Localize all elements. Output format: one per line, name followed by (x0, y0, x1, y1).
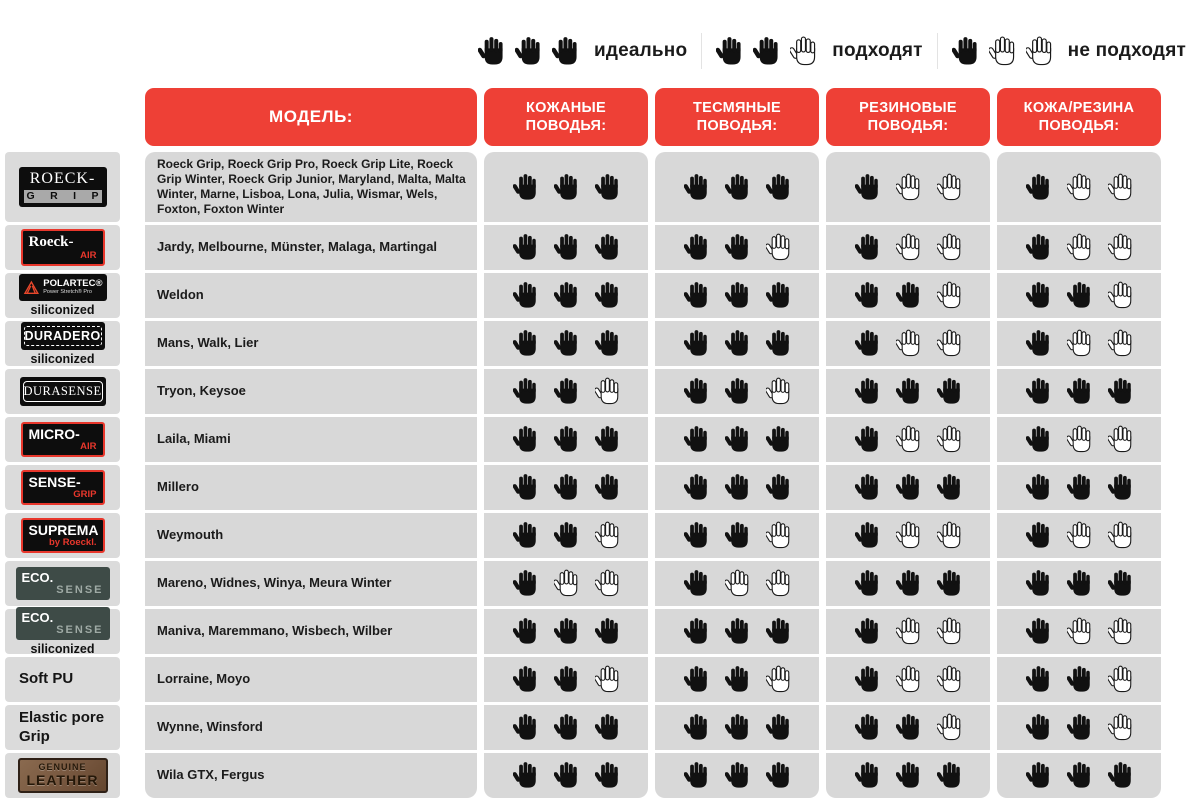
hand-icon-filled (513, 473, 538, 502)
hand-icon-filled (855, 713, 880, 742)
hand-icon-filled (515, 36, 542, 67)
column-header-line: ПОВОДЬЯ: (696, 118, 778, 134)
hand-icon-filled (855, 761, 880, 790)
hand-icon-filled (595, 473, 620, 502)
rating-rows (826, 152, 990, 798)
model-list-cell: Millero (145, 465, 477, 510)
hand-icon-filled (513, 329, 538, 358)
brand-logo-suprema: SUPREMA by Roeckl. (21, 518, 105, 554)
hand-icon-outline (725, 569, 750, 598)
hand-icon-outline (896, 521, 921, 550)
brand-logo-polartec: POLARTEC® Power Stretch® Pro (19, 274, 107, 301)
hand-icon-filled (595, 761, 620, 790)
hand-icon-filled (855, 569, 880, 598)
column-header-leather-reins (484, 88, 648, 146)
brand-cell (5, 369, 120, 414)
hand-icon-outline (896, 233, 921, 262)
hand-icon-filled (554, 617, 579, 646)
hand-icon-filled (725, 761, 750, 790)
hand-icon-outline (1067, 617, 1092, 646)
hand-icon-filled (513, 521, 538, 550)
hand-icon-outline (1067, 521, 1092, 550)
brand-cell (5, 657, 120, 702)
rating-cell (826, 417, 990, 462)
model-list-cell: Tryon, Keysoe (145, 369, 477, 414)
hand-icon-filled (725, 473, 750, 502)
brand-logo-eco-sense: ECO. SENSE (16, 607, 110, 641)
hand-icon-filled (513, 761, 538, 790)
hand-icon-filled (725, 617, 750, 646)
rating-cell (826, 705, 990, 750)
hand-icon-filled (855, 173, 880, 202)
rating-cell (655, 753, 819, 798)
legend-label-not-suitable: не подходят (1067, 40, 1186, 61)
hand-icon-filled (725, 665, 750, 694)
brand-column (5, 152, 120, 798)
hand-icon-filled (554, 329, 579, 358)
rating-cell (997, 705, 1161, 750)
hand-icon-filled (513, 425, 538, 454)
hand-icon-filled (766, 173, 791, 202)
material-caption: siliconized (30, 351, 95, 366)
hand-icon-filled (725, 173, 750, 202)
hand-icon-filled (725, 233, 750, 262)
rating-cell (997, 513, 1161, 558)
hand-icon-filled (725, 521, 750, 550)
hand-icon-filled (1026, 329, 1051, 358)
hand-icon-filled (684, 473, 709, 502)
rating-cell (484, 753, 648, 798)
rating-cell (655, 465, 819, 510)
rating-cell (484, 465, 648, 510)
brand-cell (5, 609, 120, 657)
hand-icon-outline (1108, 713, 1133, 742)
hand-icon-outline (937, 281, 962, 310)
hand-icon-outline (595, 569, 620, 598)
hand-icon-filled (725, 329, 750, 358)
model-list-cell: Mareno, Widnes, Winya, Meura Winter (145, 561, 477, 606)
model-list-cell: Laila, Miami (145, 417, 477, 462)
hand-icon-filled (1026, 761, 1051, 790)
hand-icon-filled (513, 281, 538, 310)
hand-icon-outline (1108, 521, 1133, 550)
hand-icon-filled (595, 617, 620, 646)
column-header-webbing-reins (655, 88, 819, 146)
hand-icon-filled (766, 281, 791, 310)
rating-cell (997, 657, 1161, 702)
hand-icon-filled (716, 36, 743, 67)
rating-cell (484, 609, 648, 654)
rating-cell (484, 152, 648, 222)
rating-cell (484, 273, 648, 318)
hand-icon-outline (1067, 425, 1092, 454)
rating-cell (997, 417, 1161, 462)
rating-cell (997, 273, 1161, 318)
hand-icon-filled (725, 281, 750, 310)
hand-icon-filled (766, 329, 791, 358)
rating-cell (655, 321, 819, 366)
hand-icon-filled (684, 713, 709, 742)
brand-logo-eco-sense: ECO. SENSE (16, 567, 110, 601)
brand-cell (5, 753, 120, 798)
rating-cell (655, 273, 819, 318)
hand-icon-filled (1026, 173, 1051, 202)
hand-icon-filled (684, 617, 709, 646)
hand-icon-filled (753, 36, 780, 67)
hand-icon-filled (595, 173, 620, 202)
model-column (145, 88, 477, 798)
legend (478, 26, 1186, 76)
column-webbing-reins (655, 88, 819, 798)
hand-icon-filled (937, 761, 962, 790)
hand-icon-filled (855, 473, 880, 502)
hand-icon-filled (855, 617, 880, 646)
hand-icon-outline (790, 36, 817, 67)
hand-icon-filled (513, 569, 538, 598)
hand-icon-outline (896, 425, 921, 454)
hand-icon-outline (989, 36, 1016, 67)
rating-rows (484, 152, 648, 798)
hand-icon-filled (1026, 665, 1051, 694)
brand-cell (5, 465, 120, 510)
rating-cell (484, 561, 648, 606)
brand-logo-durasense: DURASENSE (20, 377, 106, 406)
hand-icon-filled (725, 713, 750, 742)
column-header-line: РЕЗИНОВЫЕ (859, 99, 957, 116)
hand-icon-outline (1026, 36, 1053, 67)
hand-icon-filled (513, 665, 538, 694)
model-list-cell: Wynne, Winsford (145, 705, 477, 750)
rating-cell (826, 513, 990, 558)
hand-icon-outline (1108, 173, 1133, 202)
hand-icon-filled (855, 233, 880, 262)
hand-icon-filled (684, 173, 709, 202)
hand-icon-filled (855, 281, 880, 310)
polartec-triangle-icon (23, 277, 40, 298)
hand-icon-outline (1108, 617, 1133, 646)
hand-icon-filled (1026, 521, 1051, 550)
rating-cell (997, 465, 1161, 510)
hand-icon-filled (552, 36, 579, 67)
hand-icon-outline (896, 329, 921, 358)
hand-icon-filled (554, 173, 579, 202)
brand-logo-roeck-grip: ROECK- G R I P (19, 167, 107, 207)
rating-cell (826, 753, 990, 798)
hand-icon-filled (725, 425, 750, 454)
brand-logo-micro-air: MICRO- AIR (21, 422, 105, 458)
hand-icon-filled (684, 233, 709, 262)
hand-icon-filled (684, 281, 709, 310)
hand-icon-filled (766, 473, 791, 502)
hand-icon-filled (684, 569, 709, 598)
column-header-line: КОЖАНЫЕ (526, 99, 606, 116)
hand-icon-filled (554, 521, 579, 550)
rating-cell (997, 152, 1161, 222)
hand-icon-filled (1026, 233, 1051, 262)
hand-icon-outline (1067, 233, 1092, 262)
legend-hands-not-suitable (952, 36, 1053, 67)
hand-icon-filled (1026, 617, 1051, 646)
hand-icon-filled (896, 713, 921, 742)
brand-cell (5, 561, 120, 606)
model-list-cell: Wila GTX, Fergus (145, 753, 477, 798)
hand-icon-filled (1067, 665, 1092, 694)
hand-icon-filled (595, 281, 620, 310)
hand-icon-filled (1067, 281, 1092, 310)
material-label: Elastic pore Grip (19, 708, 105, 745)
model-list-cell: Roeck Grip, Roeck Grip Pro, Roeck Grip Lite, Roeck Grip Winter, Roeck Grip Junior, Maryland, Malta, Malta Winter, Marne, Lisboa, Lona, Julia, Wismar, Wels, Foxton, Foxton Winter (145, 152, 477, 222)
hand-icon-outline (1108, 233, 1133, 262)
hand-icon-outline (554, 569, 579, 598)
material-caption: siliconized (30, 642, 95, 657)
hand-icon-filled (937, 569, 962, 598)
legend-group-ideal (478, 36, 687, 67)
hand-icon-filled (595, 713, 620, 742)
brand-cell (5, 513, 120, 558)
rating-cell (997, 369, 1161, 414)
rating-cell (655, 225, 819, 270)
brand-cell (5, 273, 120, 318)
hand-icon-filled (766, 425, 791, 454)
material-caption: siliconized (30, 303, 95, 317)
hand-icon-filled (1067, 713, 1092, 742)
hand-icon-filled (1026, 281, 1051, 310)
brand-logo-duradero: DURADERO (21, 322, 105, 350)
hand-icon-filled (1026, 473, 1051, 502)
rating-cell (997, 609, 1161, 654)
model-rows (145, 152, 477, 798)
hand-icon-filled (554, 281, 579, 310)
hand-icon-filled (855, 665, 880, 694)
hand-icon-filled (952, 36, 979, 67)
rating-cell (826, 657, 990, 702)
brand-cell (5, 321, 120, 366)
hand-icon-filled (1067, 473, 1092, 502)
hand-icon-filled (1067, 569, 1092, 598)
brand-cell (5, 705, 120, 750)
hand-icon-filled (513, 173, 538, 202)
hand-icon-filled (684, 761, 709, 790)
hand-icon-outline (766, 233, 791, 262)
rating-cell (655, 369, 819, 414)
hand-icon-outline (937, 233, 962, 262)
rating-cell (484, 225, 648, 270)
hand-icon-filled (766, 761, 791, 790)
hand-icon-filled (554, 713, 579, 742)
rating-cell (484, 369, 648, 414)
legend-label-ideal: идеально (593, 40, 688, 61)
hand-icon-outline (937, 329, 962, 358)
legend-divider (937, 33, 938, 69)
rating-cell (655, 417, 819, 462)
rating-cell (826, 465, 990, 510)
column-leather-rubber-reins (997, 88, 1161, 798)
hand-icon-filled (595, 425, 620, 454)
hand-icon-filled (1108, 761, 1133, 790)
column-rubber-reins (826, 88, 990, 798)
hand-icon-outline (1108, 329, 1133, 358)
hand-icon-outline (766, 521, 791, 550)
hand-icon-filled (1026, 425, 1051, 454)
rating-cell (655, 513, 819, 558)
hand-icon-filled (478, 36, 505, 67)
material-label: Soft PU (19, 670, 74, 688)
hand-icon-filled (1067, 761, 1092, 790)
hand-icon-outline (1067, 329, 1092, 358)
column-header-line: ПОВОДЬЯ: (525, 118, 607, 134)
hand-icon-filled (684, 665, 709, 694)
model-list-cell: Lorraine, Moyo (145, 657, 477, 702)
rating-cell (997, 753, 1161, 798)
model-list-cell: Jardy, Melbourne, Münster, Malaga, Martingal (145, 225, 477, 270)
hand-icon-outline (937, 617, 962, 646)
hand-icon-filled (1108, 569, 1133, 598)
rating-cell (997, 321, 1161, 366)
hand-icon-filled (855, 377, 880, 406)
column-header-line: КОЖА/РЕЗИНА (1023, 99, 1135, 116)
model-column-header: МОДЕЛЬ: (145, 88, 477, 146)
hand-icon-outline (896, 617, 921, 646)
rating-cell (655, 561, 819, 606)
hand-icon-filled (937, 377, 962, 406)
hand-icon-filled (855, 521, 880, 550)
hand-icon-outline (937, 425, 962, 454)
rating-cell (826, 225, 990, 270)
hand-icon-outline (1108, 425, 1133, 454)
rating-cell (655, 657, 819, 702)
rating-cell (826, 369, 990, 414)
legend-hands-ideal (478, 36, 579, 67)
hand-icon-filled (684, 329, 709, 358)
hand-icon-filled (896, 281, 921, 310)
rating-cell (655, 152, 819, 222)
rating-cell (826, 321, 990, 366)
brand-logo-roeck-air: Roeck- AIR (21, 229, 105, 266)
hand-icon-filled (554, 665, 579, 694)
brand-cell (5, 225, 120, 270)
hand-icon-filled (1026, 377, 1051, 406)
model-list-cell: Mans, Walk, Lier (145, 321, 477, 366)
model-list-cell: Maniva, Maremmano, Wisbech, Wilber (145, 609, 477, 654)
hand-icon-filled (513, 713, 538, 742)
hand-icon-filled (554, 473, 579, 502)
hand-icon-filled (937, 473, 962, 502)
hand-icon-filled (1026, 569, 1051, 598)
model-list-cell: Weymouth (145, 513, 477, 558)
legend-divider (701, 33, 702, 69)
hand-icon-outline (937, 665, 962, 694)
column-header-rubber-reins (826, 88, 990, 146)
rating-cell (484, 513, 648, 558)
hand-icon-filled (513, 377, 538, 406)
hand-icon-outline (896, 173, 921, 202)
rating-rows (997, 152, 1161, 798)
hand-icon-filled (855, 425, 880, 454)
rating-cell (655, 609, 819, 654)
hand-icon-filled (1067, 377, 1092, 406)
hand-icon-outline (595, 377, 620, 406)
hand-icon-filled (1108, 473, 1133, 502)
hand-icon-filled (766, 617, 791, 646)
rating-cell (826, 273, 990, 318)
hand-icon-filled (725, 377, 750, 406)
hand-icon-filled (896, 473, 921, 502)
legend-group-suitable (716, 36, 922, 67)
hand-icon-filled (896, 377, 921, 406)
column-leather-reins (484, 88, 648, 798)
column-header-line: ТЕСМЯНЫЕ (692, 99, 782, 116)
legend-label-suitable: подходят (832, 40, 923, 61)
hand-icon-outline (937, 521, 962, 550)
hand-icon-filled (554, 377, 579, 406)
hand-icon-filled (684, 521, 709, 550)
hand-icon-outline (766, 569, 791, 598)
comparison-table (145, 88, 1161, 798)
hand-icon-filled (684, 377, 709, 406)
rating-cell (826, 609, 990, 654)
hand-icon-filled (595, 233, 620, 262)
hand-icon-filled (684, 425, 709, 454)
hand-icon-filled (554, 233, 579, 262)
brand-cell (5, 417, 120, 462)
hand-icon-outline (1108, 665, 1133, 694)
hand-icon-filled (1108, 377, 1133, 406)
rating-cell (655, 705, 819, 750)
column-header-line: ПОВОДЬЯ: (1038, 118, 1120, 134)
hand-icon-outline (896, 665, 921, 694)
rating-cell (484, 705, 648, 750)
rating-cell (826, 152, 990, 222)
hand-icon-filled (554, 425, 579, 454)
rating-cell (997, 225, 1161, 270)
hand-icon-filled (1026, 713, 1051, 742)
legend-hands-suitable (716, 36, 817, 67)
brand-cell (5, 152, 120, 222)
brand-logo-genuine-leather: GENUINE LEATHER (18, 758, 108, 793)
hand-icon-outline (1108, 281, 1133, 310)
hand-icon-filled (855, 329, 880, 358)
hand-icon-filled (595, 329, 620, 358)
hand-icon-outline (937, 173, 962, 202)
hand-icon-filled (513, 617, 538, 646)
column-header-line: ПОВОДЬЯ: (867, 118, 949, 134)
hand-icon-outline (937, 713, 962, 742)
hand-icon-filled (513, 233, 538, 262)
hand-icon-outline (766, 377, 791, 406)
hand-icon-filled (554, 761, 579, 790)
hand-icon-outline (595, 665, 620, 694)
hand-icon-filled (766, 713, 791, 742)
column-header-leather-rubber-reins (997, 88, 1161, 146)
model-list-cell: Weldon (145, 273, 477, 318)
rating-cell (484, 321, 648, 366)
hand-icon-outline (595, 521, 620, 550)
hand-icon-outline (1067, 173, 1092, 202)
brand-logo-sense-grip: SENSE- GRIP (21, 470, 105, 506)
hand-icon-filled (896, 761, 921, 790)
rating-cell (484, 657, 648, 702)
rating-cell (484, 417, 648, 462)
rating-cell (997, 561, 1161, 606)
rating-cell (826, 561, 990, 606)
hand-icon-filled (896, 569, 921, 598)
legend-group-not-suitable (952, 36, 1186, 67)
hand-icon-outline (766, 665, 791, 694)
rating-rows (655, 152, 819, 798)
